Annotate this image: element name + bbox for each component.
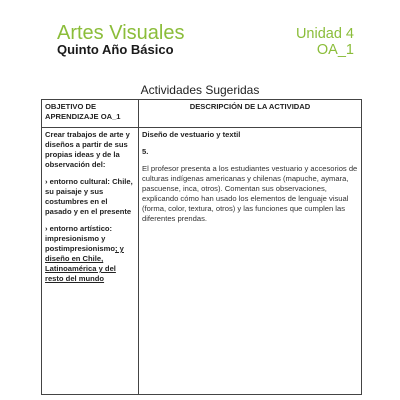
objective-cell xyxy=(42,128,139,395)
description-header: DESCRIPCIÓN DE LA ACTIVIDAD xyxy=(139,100,362,128)
objective-item-artistic xyxy=(45,224,135,284)
table-row xyxy=(42,128,362,395)
section-title: Actividades Sugeridas xyxy=(140,83,260,97)
objective-item-artistic-underlined: ; y diseño en Chile, Latinoamérica y del resto del mundo xyxy=(45,244,124,283)
objective-intro: Crear trabajos de arte y diseños a partir de sus propias ideas y de la observación del: xyxy=(45,130,130,169)
unit-label: Unidad 4 xyxy=(295,26,354,42)
objective-item-artistic-text: › entorno artístico: impresionismo y postimpresionismo xyxy=(45,224,116,253)
objective-item-cultural: › entorno cultural: Chile, su paisaje y sus costumbres en el pasado y en el presente xyxy=(45,177,133,216)
subject-title: Artes Visuales xyxy=(57,22,185,44)
activity-body: El profesor presenta a los estudiantes vestuario y accesorios de culturas indígenas americanas y chilenas (mapuche, aymara, pascuense, inca, otros). Comentan sus observaciones, explicando cómo han usado los elementos de lenguaje visual (forma, color, textura, otros) y las funciones que cumplen las diferentes prendas. xyxy=(142,164,358,223)
activity-number: 5. xyxy=(142,147,149,156)
grade-subtitle: Quinto Año Básico xyxy=(57,42,174,57)
description-cell xyxy=(139,128,362,395)
activity-title: Diseño de vestuario y textil xyxy=(142,130,241,139)
table-header-row xyxy=(42,100,362,128)
objective-header: OBJETIVO DE APRENDIZAJE OA_1 xyxy=(42,100,139,128)
oa-label: OA_1 xyxy=(316,42,354,58)
activities-table xyxy=(41,99,362,395)
